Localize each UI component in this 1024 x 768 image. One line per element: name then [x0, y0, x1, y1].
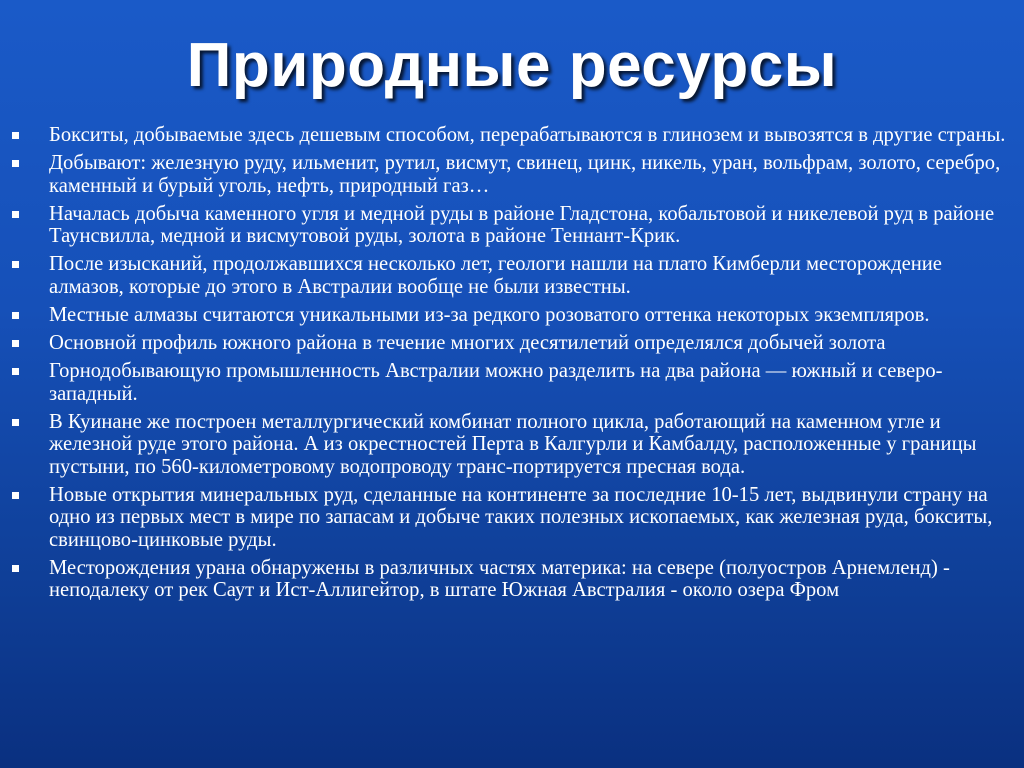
bullet-text: Основной профиль южного района в течение многих десятилетий определялся добычей золота — [49, 331, 886, 354]
square-bullet-icon — [12, 132, 19, 139]
square-bullet-icon — [12, 312, 19, 319]
bullet-item — [12, 360, 1014, 405]
square-bullet-icon — [12, 261, 19, 268]
slide-title: Природные ресурсы — [186, 31, 838, 100]
bullet-item — [12, 152, 1014, 197]
bullet-text: После изысканий, продолжавшихся несколько лет, геологи нашли на плато Кимберли месторождение алмазов, которые до этого в Австралии вообще не были известны. — [49, 253, 942, 298]
bullet-text: Началась добыча каменного угля и медной руды в районе Гладстона, кобальтовой и никелевой руд в районе Таунсвилла, медной и висмутовой руды, золота в районе Теннант-Крик. — [49, 202, 995, 248]
bullet-text: Местные алмазы считаются уникальными из-за редкого розоватого оттенка некоторых экземпляров. — [49, 303, 930, 326]
square-bullet-icon — [12, 211, 19, 218]
bullet-text: Горнодобывающую промышленность Австралии можно разделить на два района — южный и северо-западный. — [49, 360, 943, 405]
bullet-text: Бокситы, добываемые здесь дешевым способом, перерабатываются в глинозем и вывозятся в другие страны. — [49, 124, 1006, 146]
square-bullet-icon — [12, 160, 19, 167]
bullet-item — [12, 557, 1014, 602]
square-bullet-icon — [12, 368, 19, 375]
bullet-item — [12, 203, 1014, 248]
bullet-text: Новые открытия минеральных руд, сделанные на континенте за последние 10-15 лет, выдвинули страну на одно из первых мест в мире по запасам и добыче таких полезных ископаемых, как железная руда, бокситы, свинцово-цинковые руды. — [49, 483, 993, 551]
bullet-item — [12, 304, 1014, 327]
bullet-item — [12, 124, 1014, 147]
square-bullet-icon — [12, 492, 19, 499]
bullet-text: Добывают: железную руду, ильменит, рутил, висмут, свинец, цинк, никель, уран, вольфрам, золото, серебро, каменный и бурый уголь, нефть, природный газ… — [49, 152, 1001, 197]
square-bullet-icon — [12, 565, 19, 572]
bullet-list — [12, 124, 1014, 607]
bullet-text: Месторождения урана обнаружены в различных частях материка: на севере (полуостров Арнемленд) - неподалеку от рек Саут и Ист-Аллигейтор, в штате Южная Австралия - около озера Фром — [49, 556, 950, 602]
bullet-item — [12, 484, 1014, 552]
bullet-text: В Куинане же построен металлургический комбинат полного цикла, работающий на каменном угле и железной руде этого района. А из окрестностей Перта в Калгурли и Камбалду, расположенные у границы пустыни, по 560-километровому водопроводу транс-портируется пресная вода. — [49, 410, 977, 478]
bullet-item — [12, 253, 1014, 298]
square-bullet-icon — [12, 340, 19, 347]
bullet-item — [12, 332, 1014, 355]
square-bullet-icon — [12, 419, 19, 426]
bullet-item — [12, 411, 1014, 479]
